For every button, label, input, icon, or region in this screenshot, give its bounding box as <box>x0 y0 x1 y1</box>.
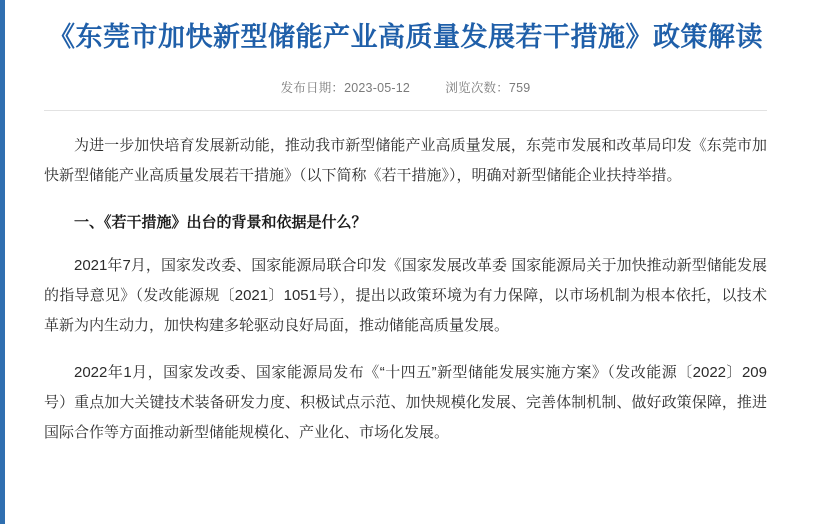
header-divider <box>44 110 767 111</box>
paragraph: 2021年7月，国家发改委、国家能源局联合印发《国家发展改革委 国家能源局关于加快推动新型储能发展的指导意见》（发改能源规〔2021〕1051号），提出以政策环境为有力保障，以市场机制为根本依托，以技术革新为内生动力，加快构建多轮驱动良好局面，推动储能高质量发展。 <box>44 257 767 334</box>
document-meta <box>44 78 767 96</box>
paragraph: 为进一步加快培育发展新动能，推动我市新型储能产业高质量发展，东莞市发展和改革局印发《东莞市加快新型储能产业高质量发展若干措施》（以下简称《若干措施》），明确对新型储能企业扶持举措。 <box>44 137 767 184</box>
document-body <box>44 131 767 448</box>
page-title: 《东莞市加快新型储能产业高质量发展若干措施》政策解读 <box>48 22 763 52</box>
paragraph: 2022年1月，国家发改委、国家能源局发布《“十四五”新型储能发展实施方案》（发改能源〔2022〕209号）重点加大关键技术装备研发力度、积极试点示范、加快规模化发展、完善体制机制、做好政策保障，推进国际合作等方面推动新型储能规模化、产业化、市场化发展。 <box>44 364 767 441</box>
section-heading: 一、《若干措施》出台的背景和依据是什么？ <box>74 214 367 231</box>
left-accent-bar <box>0 0 5 524</box>
view-count: 浏览次数：759 <box>445 81 531 95</box>
publish-date: 发布日期：2023-05-12 <box>280 81 411 95</box>
